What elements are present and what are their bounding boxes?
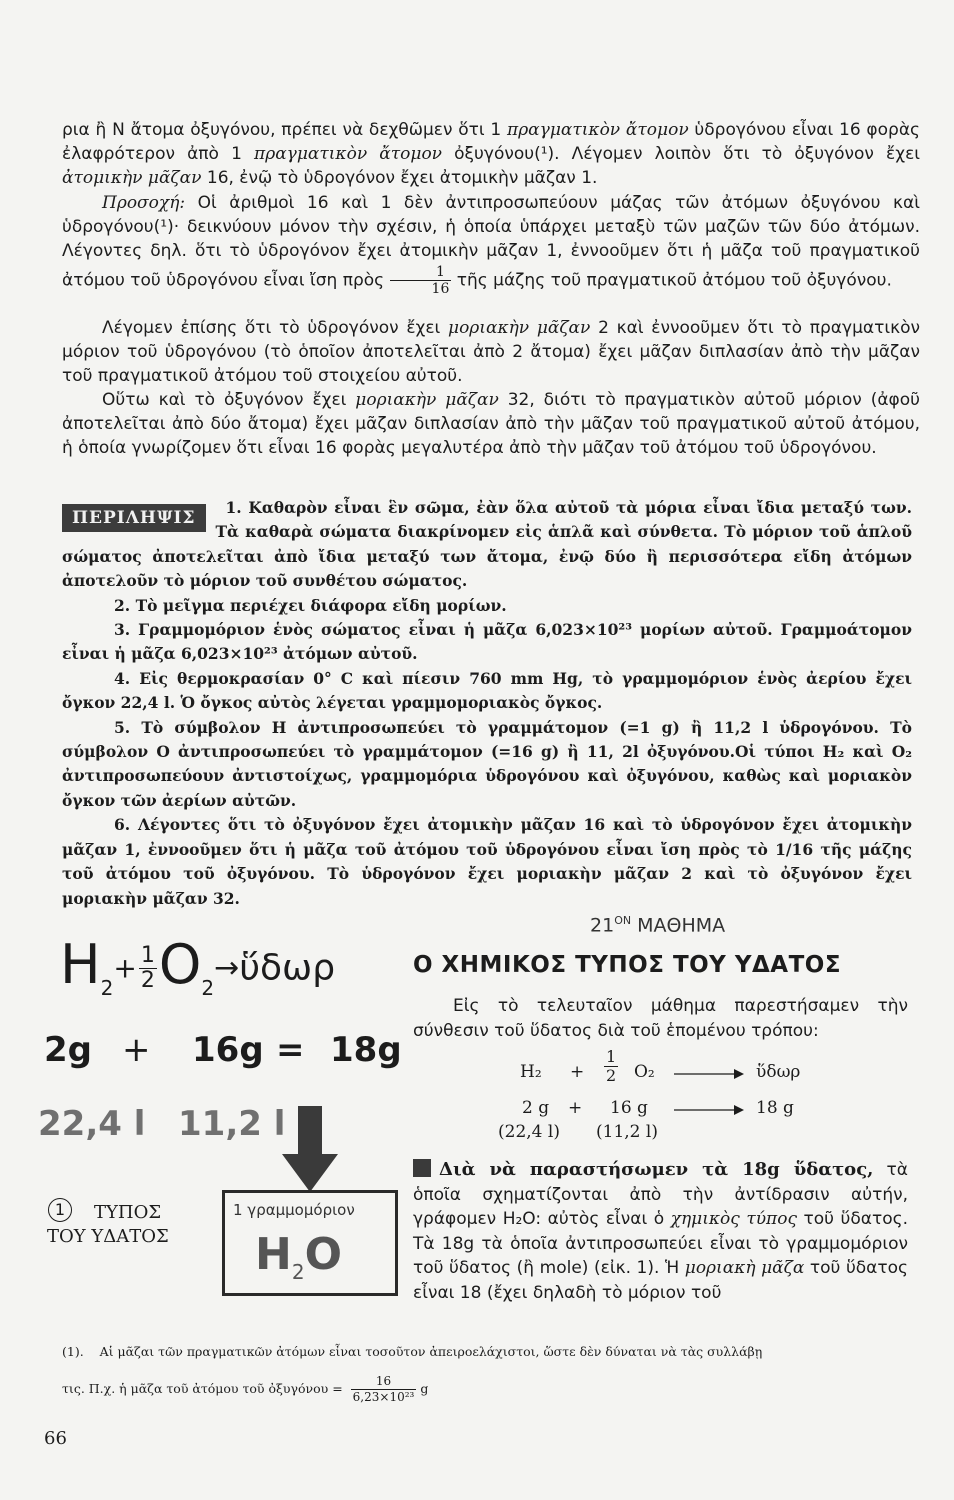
eq-fraction-half: $\frac{1}{2}$ (140, 942, 155, 993)
eq-hydrogen: H (60, 933, 101, 996)
text-run: Οὕτω καὶ τὸ ὀξυγόνον ἔχει (102, 390, 356, 410)
summary-item-5: 5. Τὸ σύμβολον Η ἀντιπροσωπεύει τὸ γραμμάτομον (=1 g) ἢ 11,2 l ὑδρογόνου. Τὸ σύμβολον Ο ἀντιπροσωπεύει τὸ γραμμάτομον (=16 g) ἢ 11, 2l ὀξυγόνου.Οἱ τύποι H₂ καὶ O₂ ἀντιπροσωπεύουν ἀντιστοίχως, γραμμομόρια ὑδρογόνου καὶ ὀξυγόνου, καθὼς καὶ μοριακὸν ὄγκον τῶν ἀερίων αὐτῶν. (62, 717, 912, 810)
eq-oxygen: O (158, 933, 202, 996)
down-arrow-icon (280, 1106, 340, 1192)
fraction-one-sixteenth: $\frac{1}{16}$ (390, 264, 452, 297)
figure-label (48, 1198, 162, 1223)
italic-term: πραγματικὸν ἄτομον (507, 120, 689, 140)
volume-oxygen: 11,2 l (178, 1104, 286, 1144)
summary-item-1: 1. Καθαρὸν εἶναι ἓν σῶμα, ἐὰν ὅλα αὐτοῦ τὰ μόρια εἶναι ἴδια μεταξύ των. Τὰ καθαρὰ σώματα διακρίνομεν εἰς ἁπλᾶ καὶ σύνθετα. Τὸ μόριον τοῦ ἁπλοῦ σώματος ἀποτελεῖται ἀπὸ ἴδια μεταξύ των ἄτομα, ἐνῷ δύο ἢ περισσότερα εἴδη ἀτόμων ἀποτελοῦν τὸ μόριον τοῦ συνθέτου σώματος. (62, 498, 912, 591)
lesson-title: Ο ΧΗΜΙΚΟΣ ΤΥΠΟΣ ΤΟΥ ΥΔΑΤΟΣ (413, 952, 842, 978)
italic-term: ἀτομικὴν μᾶζαν (62, 168, 202, 189)
figure-number-circle: 1 (48, 1198, 72, 1222)
italic-term: πραγματικὸν ἄτομον (254, 144, 443, 165)
mass-equals: = (276, 1030, 305, 1070)
volume-hydrogen: 22,4 l (38, 1104, 146, 1144)
summary-item-4: 4. Εἰς θερμοκρασίαν 0° C καὶ πίεσιν 760 mm Hg, τὸ γραμμομόριον ἑνὸς ἀερίου ἔχει ὄγκον 22,4 l. Ὁ ὄγκος αὐτὸς λέγεται γραμμομοριακὸς ὄγκος. (62, 668, 912, 713)
text-run: 32, διότι τὸ πραγματικὸν αὐτοῦ μόριον (ἀφοῦ ἀποτελεῖται ἀπὸ δύο ἄτομα) ἔχει μᾶζαν διπλασίαν ἀπὸ τὴν μᾶζαν τοῦ πραγματικοῦ αὐτοῦ ἀτόμου, ἡ ὁποία γνωρίζομεν ὅτι εἶναι 16 φορὰς μεγαλυτέρα ἀπὸ τὴν μᾶζαν τοῦ ἀτόμου τοῦ ὑδρογόνου. (62, 390, 920, 459)
lesson-eq-fraction: $\frac{1}{2}$ (606, 1047, 617, 1085)
mass-oxygen: 16g (192, 1030, 264, 1070)
summary-item-2: 2. Τὸ μεῖγμα περιέχει διάφορα εἴδη μορίων. (114, 595, 507, 615)
paragraph-attention (62, 191, 920, 297)
text-run: 16, ἐνῷ τὸ ὑδρογόνον ἔχει ἀτομικὴν μᾶζαν 1. (201, 168, 598, 189)
lesson-section-formula: Διὰ νὰ παραστήσωμεν τὰ 18g ὕδατος, τὰ ὁποῖα σχηματίζονται ἀπὸ τὴν ἀντίδρασιν αὐτήν, γράφομεν H₂O: αὐτὸς εἶναι ὁ χημικὸς τύπος τοῦ ὕδατος. Τὰ 18g τὰ ὁποῖα ἀντιπροσωπεύει εἶναι τὸ γραμμομόριον τοῦ ὕδατος (ἢ mole) (εἰκ. 1). Ἡ μοριακὴ μᾶζα τοῦ ὕδατος εἶναι 18 (ἔχει δηλαδὴ τὸ μόριον τοῦ (413, 1159, 908, 1303)
mass-hydrogen: 2g (44, 1030, 92, 1070)
lesson-number: $21^{ON}$ ΜΑΘΗΜΑ (590, 914, 726, 937)
bullet-square-icon (413, 1159, 431, 1177)
footnote: (1). Αἱ μᾶζαι τῶν πραγματικῶν ἀτόμων εἶναι τοσοῦτον ἀπειροελάχιστοι, ὥστε δὲν δύναται νὰ τὰς συλλάβῃ τις. Π.χ. ἡ μᾶζα τοῦ ἀτόμου τοῦ ὀξυγόνου = $\frac{16}{\text{6,23×10²³}}$ g (62, 1344, 763, 1404)
text-run: ρια ἢ Ν ἄτομα ὀξυγόνου, πρέπει νὰ δεχθῶμεν ὅτι 1 (62, 120, 508, 140)
summary-badge: ΠΕΡΙΛΗΨΙΣ (62, 504, 206, 532)
summary-item-3: 3. Γραμμομόριον ἑνὸς σώματος εἶναι ἡ μᾶζα 6,023×10²³ μορίων αὐτοῦ. Γραμμοάτομον εἶναι ἡ μᾶζα 6,023×10²³ ἀτόμων αὐτοῦ. (62, 620, 912, 664)
footnote-mark: (1). (62, 1344, 84, 1359)
summary-item-6: 6. Λέγοντες ὅτι τὸ ὀξυγόνον ἔχει ἀτομικὴν μᾶζαν 16 καὶ τὸ ὑδρογόνον ἔχει ἀτομικὴν μᾶζαν 1, ἐννοοῦμεν ὅτι ἡ μᾶζα τοῦ ἀτόμου τοῦ ὑδρογόνου εἶναι ἴση πρὸς τὸ 1/16 τῆς μάζης τοῦ ἀτόμου τοῦ ὀξυγόνου. Τὸ ὑδρογόνον ἔχει μοριακὴν μᾶζαν 2 καὶ τὸ ὀξυγόνον ἔχει μοριακὴν μᾶζαν 32. (62, 815, 912, 908)
figure-label-line1: ΤΥΠΟΣ (94, 1202, 162, 1223)
text-run: ὑδρογόνου εἶναι 16 φορὰς ἐλαφρότερον ἀπὸ 1 (62, 120, 920, 165)
box-caption: 1 γραμμομόριον (233, 1201, 355, 1219)
paragraph-atomic-mass (62, 118, 920, 191)
figure-equation: $H_2+$ $\frac{1}{2}$ $O_2\to ὕ\delta\omega\rho$ (60, 933, 336, 1000)
eq-plus: + (113, 951, 137, 985)
text-run: 2 καὶ ἐννοοῦμεν ὅτι τὸ πραγματικὸν μόριον τοῦ ὑδρογόνου (τὸ ὁποῖον ἀποτελεῖται ἀπὸ 2 ἄτομα) ἔχει μᾶζαν διπλασίαν ἀπὸ τὴν μᾶζαν τοῦ πραγματικοῦ ἀτόμου τοῦ στοιχείου αὐτοῦ. (62, 318, 920, 387)
italic-term: μοριακὴν μᾶζαν (448, 318, 591, 338)
lesson-intro: Εἰς τὸ τελευταῖον μάθημα παρεστήσαμεν τὴν σύνθεσιν τοῦ ὕδατος διὰ τοῦ ἑπομένου τρόπου: (413, 996, 908, 1041)
italic-term: μοριακὴν μᾶζαν (355, 390, 499, 410)
lesson-eq-h2: H₂ (520, 1062, 542, 1082)
long-arrow-icon (674, 1104, 744, 1116)
long-arrow-icon (674, 1068, 744, 1080)
arrow-icon: → (214, 950, 240, 986)
italic-term: Προσοχή: (102, 193, 186, 213)
text-run: Λέγομεν ἐπίσης ὅτι τὸ ὑδρογόνον ἔχει (102, 318, 449, 338)
summary-section (62, 496, 912, 911)
page-number: 66 (44, 1428, 67, 1449)
mass-plus: + (122, 1030, 151, 1070)
mass-water: 18g (330, 1030, 402, 1070)
text-run: Οἱ ἀριθμοὶ 16 καὶ 1 δὲν ἀντιπροσωπεύουν μάζας τῶν ἀτόμων ὀξυγόνου καὶ ὑδρογόνου(¹)· δεικνύουν μόνον τὴν σχέσιν, ἡ ὁποία ὑπάρχει μεταξὺ τῶν μαζῶν τῶν δύο ἀτόμων. Λέγοντες δηλ. ὅτι τὸ ὑδρογόνον ἔχει ἀτομικὴν μᾶζαν 1, ἐννοοῦμεν ὅτι ἡ μᾶζα τοῦ πραγματικοῦ ἀτόμου τοῦ ὑδρογόνου εἶναι ἴση πρὸς (62, 193, 920, 291)
lesson-equation: H₂ + $\frac{1}{2}$ O₂ ὕδωρ 2 g + 16 g 18 g (22,4 l) (11,2 l) (498, 1047, 801, 1142)
lesson-eq-o2: O₂ (634, 1062, 655, 1082)
box-formula: $H_2O$ (255, 1229, 342, 1284)
paragraph-molecular-mass-oxygen (62, 388, 920, 461)
water-formula-box (222, 1190, 398, 1296)
text-run: τῆς μάζης τοῦ πραγματικοῦ ἀτόμου τοῦ ὀξυγόνου. (456, 270, 892, 291)
paragraph-molecular-mass-hydrogen (62, 316, 920, 389)
figure-label-line2: ΤΟΥ ΥΔΑΤΟΣ (47, 1226, 169, 1247)
text-run: ὀξυγόνου(¹). Λέγομεν λοιπὸν ὅτι τὸ ὀξυγόνον ἔχει (442, 144, 921, 165)
footnote-fraction: $\frac{16}{\text{6,23×10²³}}$ (352, 1374, 415, 1404)
eq-water: ὕδωρ (239, 947, 336, 989)
